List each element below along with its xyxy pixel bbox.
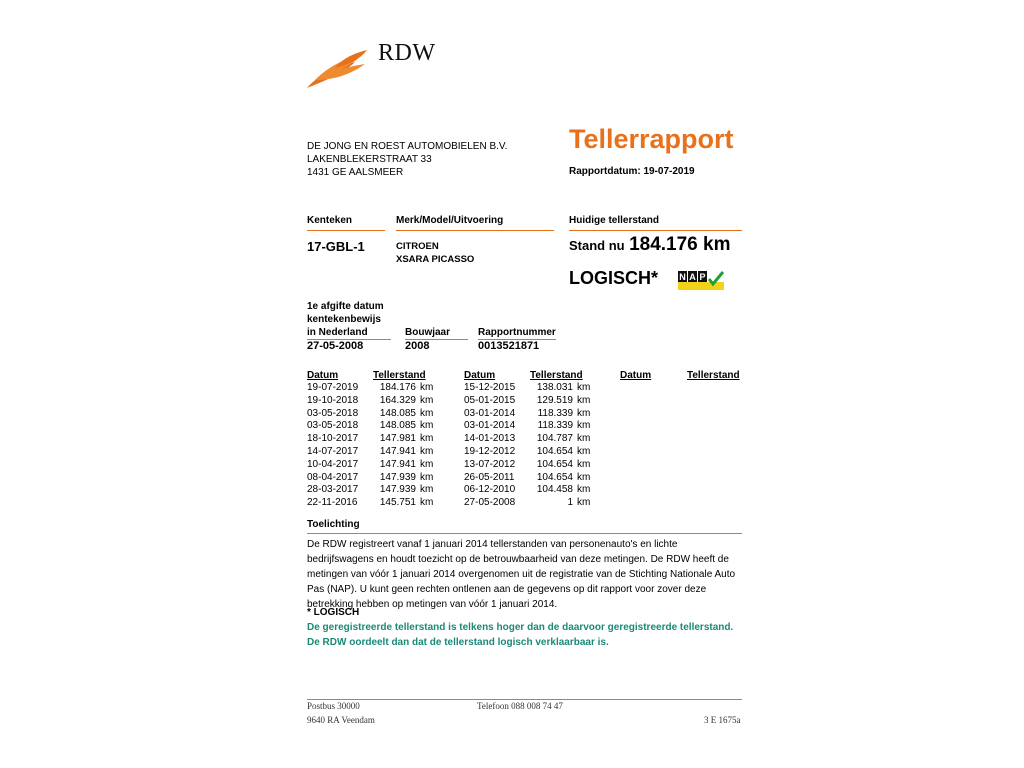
afgifte-label-2: kentekenbewijs — [307, 314, 381, 325]
reading-unit: km — [577, 445, 591, 457]
table-row — [464, 407, 591, 421]
col1-stand-header: Tellerstand — [373, 370, 426, 381]
reading-km: 147.939 — [379, 471, 416, 483]
nap-check-icon — [678, 271, 724, 290]
table-row — [307, 445, 434, 459]
reading-km: 104.654 — [536, 458, 573, 470]
table-row — [307, 484, 434, 497]
reading-unit: km — [577, 484, 591, 496]
reading-date: 03-05-2018 — [307, 407, 359, 419]
reading-km: 147.941 — [379, 458, 416, 470]
current-odometer — [569, 234, 730, 256]
reading-km: 148.085 — [379, 407, 416, 419]
reading-km: 148.085 — [379, 420, 416, 432]
rdw-logo-icon — [305, 50, 370, 90]
reading-km: 104.654 — [536, 445, 573, 457]
table-row — [464, 420, 591, 433]
reading-km: 147.939 — [379, 484, 416, 496]
table-row — [307, 394, 434, 408]
nap-letter-p: P — [699, 272, 706, 282]
table-row — [464, 497, 591, 510]
col2-stand-header: Tellerstand — [530, 370, 583, 381]
afgifte-label-3: in Nederland — [307, 327, 368, 338]
reading-unit: km — [420, 382, 434, 393]
reading-km: 138.031 — [536, 382, 573, 393]
table-row — [307, 497, 434, 510]
afgifte-label — [307, 300, 384, 339]
reading-date: 19-07-2019 — [307, 382, 359, 393]
reading-date: 14-01-2013 — [464, 433, 516, 445]
report-date: Rapportdatum: 19-07-2019 — [569, 166, 695, 177]
table-row — [464, 433, 591, 446]
footer-city: 9640 RA Veendam — [307, 715, 375, 725]
readings-col2 — [464, 382, 591, 510]
reading-km: 118.339 — [537, 407, 573, 419]
table-row — [464, 458, 591, 472]
rapport-value: 0013521871 — [478, 340, 540, 352]
verdict: LOGISCH* — [569, 268, 659, 288]
divider — [307, 533, 742, 534]
col2-date-header: Datum — [464, 370, 496, 381]
reading-km: 104.654 — [536, 471, 573, 483]
bouwjaar-value: 2008 — [405, 340, 430, 352]
reading-date: 13-07-2012 — [464, 458, 516, 470]
license-plate: 17-GBL-1 — [307, 239, 365, 254]
reading-unit: km — [577, 382, 591, 393]
reading-km: 1 — [567, 497, 573, 509]
rapport-label: Rapportnummer — [478, 327, 556, 338]
reading-unit: km — [577, 471, 591, 483]
stand-value: 184.176 km — [629, 234, 731, 255]
table-row — [307, 382, 434, 395]
col3-stand-header: Tellerstand — [687, 370, 740, 381]
brand: CITROEN — [396, 241, 439, 252]
reading-date: 28-03-2017 — [307, 484, 359, 496]
bouwjaar-label: Bouwjaar — [405, 327, 451, 338]
address-line-1: DE JONG EN ROEST AUTOMOBIELEN B.V. — [307, 141, 508, 152]
reading-unit: km — [420, 484, 434, 496]
footer-code: 3 E 1675a — [704, 715, 741, 725]
reading-date: 19-10-2018 — [307, 394, 359, 406]
readings-col1 — [307, 382, 434, 510]
reading-km: 147.941 — [379, 445, 416, 457]
reading-date: 06-12-2010 — [464, 484, 516, 496]
table-row — [464, 445, 591, 459]
table-row — [307, 433, 434, 446]
reading-date: 08-04-2017 — [307, 471, 359, 483]
teller-label: Huidige tellerstand — [569, 215, 660, 226]
reading-date: 18-10-2017 — [307, 433, 359, 445]
logisch-note-label: * LOGISCH — [307, 607, 360, 618]
reading-km: 147.981 — [379, 433, 416, 445]
reading-unit: km — [577, 497, 591, 509]
reading-unit: km — [420, 445, 434, 457]
col1-date-header: Datum — [307, 370, 339, 381]
reading-date: 22-11-2016 — [307, 497, 358, 509]
reading-unit: km — [420, 407, 434, 419]
reading-date: 15-12-2015 — [464, 382, 516, 393]
table-row — [464, 382, 591, 395]
reading-unit: km — [420, 420, 434, 432]
footer-phone: Telefoon 088 008 74 47 — [477, 701, 563, 711]
reading-unit: km — [420, 458, 434, 470]
table-row — [464, 484, 591, 497]
reading-km: 104.787 — [536, 433, 573, 445]
logisch-note-text: De geregistreerde tellerstand is telkens hoger dan de daarvoor geregistreerde tellerstand. De RDW oordeelt dan dat de tellerstand logisch verklaarbaar is. — [307, 622, 734, 648]
kenteken-label: Kenteken — [307, 215, 353, 226]
nap-letter-n: N — [679, 272, 686, 282]
reading-unit: km — [420, 497, 434, 509]
reading-km: 164.329 — [379, 394, 416, 406]
stand-prefix: Stand nu — [569, 238, 625, 253]
reading-unit: km — [577, 433, 591, 445]
reading-km: 104.458 — [536, 484, 573, 496]
reading-date: 26-05-2011 — [464, 471, 515, 483]
table-row — [307, 471, 434, 485]
divider — [396, 230, 554, 231]
table-row — [464, 394, 591, 408]
reading-date: 19-12-2012 — [464, 445, 516, 457]
reading-unit: km — [420, 394, 434, 406]
table-row — [307, 420, 434, 433]
reading-date: 03-05-2018 — [307, 420, 359, 432]
afgifte-label-1: 1e afgifte datum — [307, 301, 384, 312]
footer-divider — [307, 699, 742, 700]
reading-unit: km — [577, 407, 591, 419]
reading-date: 05-01-2015 — [464, 394, 516, 406]
reading-unit: km — [420, 433, 434, 445]
reading-date: 03-01-2014 — [464, 420, 516, 432]
divider — [569, 230, 742, 231]
reading-km: 118.339 — [537, 420, 573, 432]
model-label: Merk/Model/Uitvoering — [396, 215, 504, 226]
toelichting-heading: Toelichting — [307, 519, 360, 530]
logo-text: RDW — [378, 40, 436, 66]
reading-unit: km — [577, 394, 591, 406]
table-row — [307, 458, 434, 472]
address-line-2: LAKENBLEKERSTRAAT 33 — [307, 154, 432, 165]
reading-date: 10-04-2017 — [307, 458, 359, 470]
vehicle-model — [396, 240, 474, 266]
reading-km: 184.176 — [379, 382, 416, 393]
table-row — [464, 471, 591, 485]
reading-km: 129.519 — [536, 394, 573, 406]
report-title: Tellerrapport — [569, 124, 734, 154]
divider — [307, 230, 385, 231]
reading-km: 145.751 — [379, 497, 416, 509]
col3-date-header: Datum — [620, 370, 652, 381]
reading-date: 03-01-2014 — [464, 407, 516, 419]
table-row — [307, 407, 434, 421]
address-line-3: 1431 GE AALSMEER — [307, 167, 404, 178]
reading-date: 27-05-2008 — [464, 497, 516, 509]
reading-unit: km — [420, 471, 434, 483]
reading-date: 14-07-2017 — [307, 445, 359, 457]
footer-postbus: Postbus 30000 — [307, 701, 360, 711]
afgifte-value: 27-05-2008 — [307, 340, 364, 352]
model: XSARA PICASSO — [396, 254, 475, 265]
reading-unit: km — [577, 420, 591, 432]
toelichting-text: De RDW registreert vanaf 1 januari 2014 tellerstanden van personenauto's en lichte bedrijfswagens en houdt toezicht op de betrouwbaarheid van deze metingen. De RDW heeft de metingen van vóór 1 januari 2014 overgenomen uit de registratie van de Stichting Nationale Auto Pas (NAP). U kunt geen rechten ontlenen aan de gegevens op dit rapport voor zover deze betrekking hebben op metingen van vóór 1 januari 2014. — [307, 539, 736, 610]
nap-letter-a: A — [689, 272, 696, 282]
reading-unit: km — [577, 458, 591, 470]
